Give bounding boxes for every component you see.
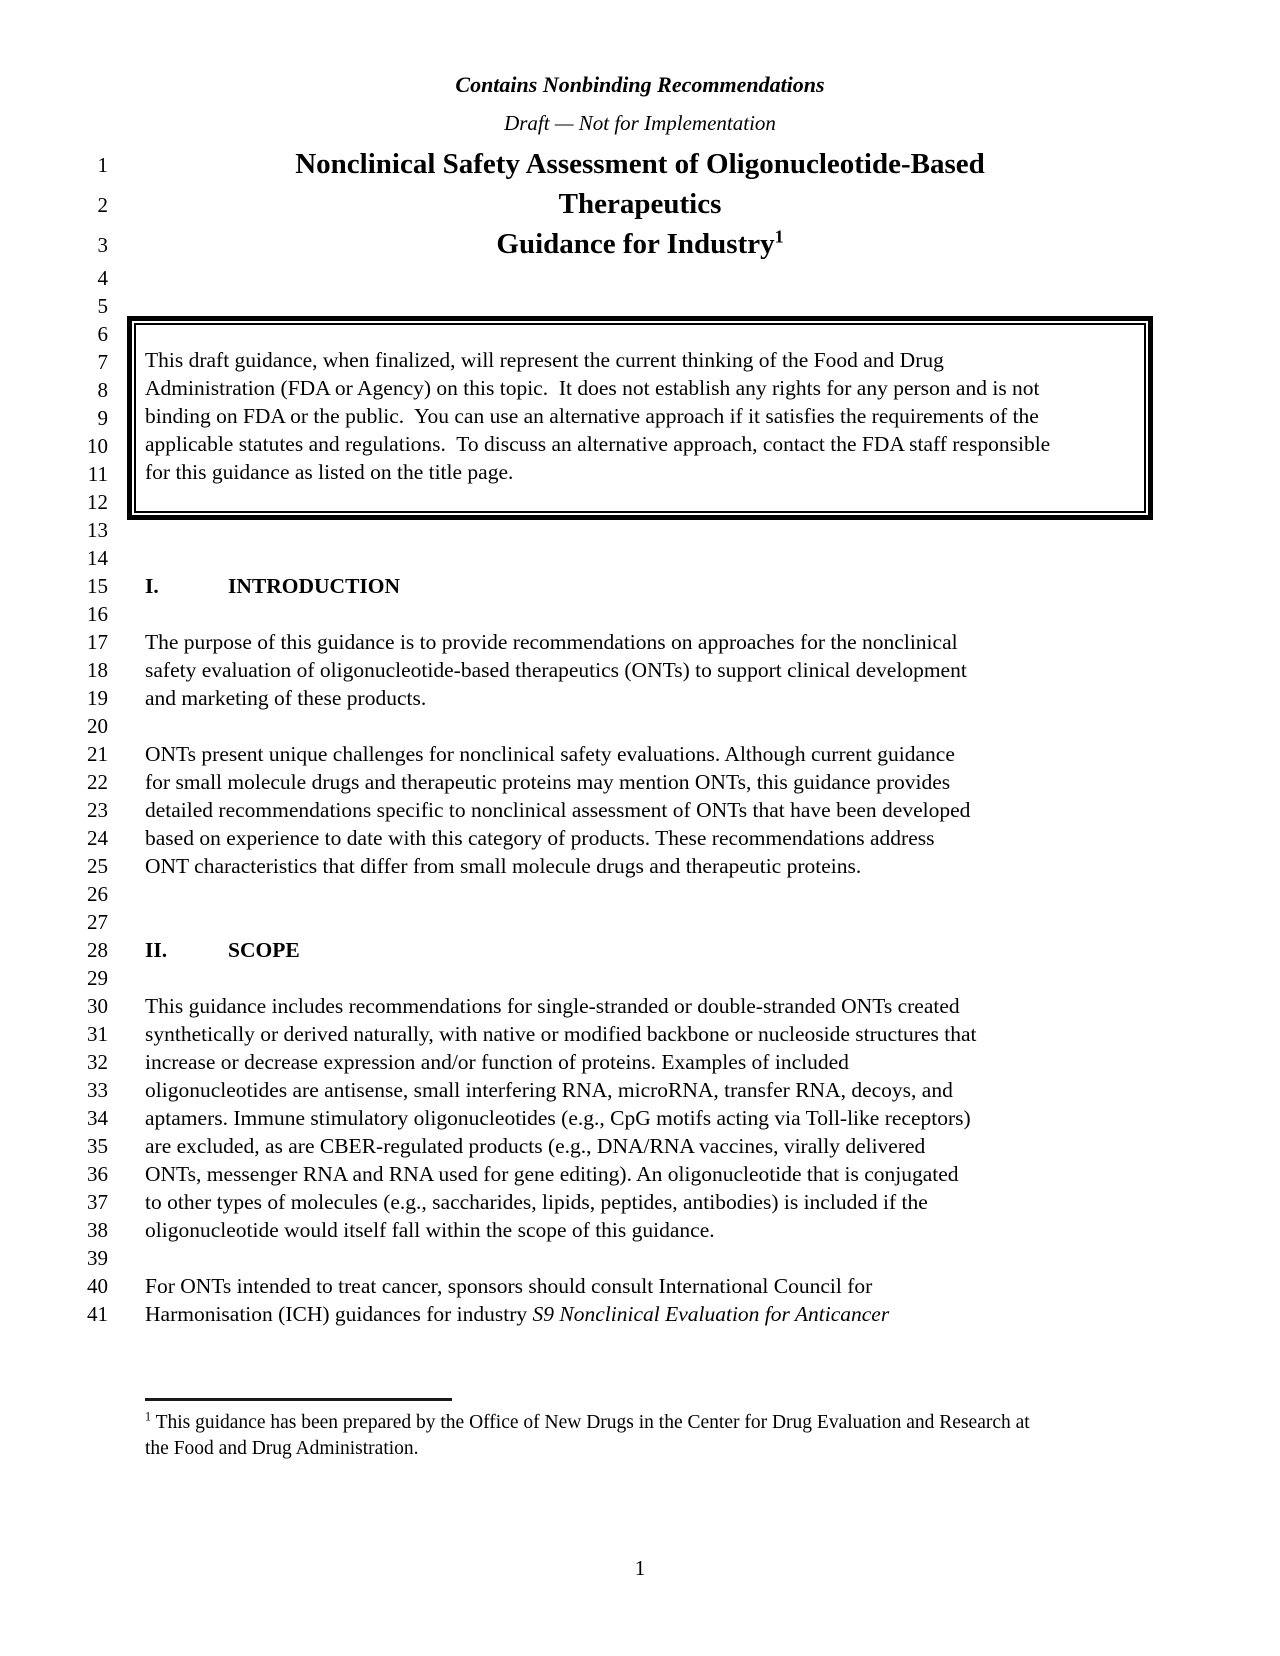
line-number: 25 xyxy=(87,854,108,878)
footnote-text: This guidance has been prepared by the Office of New Drugs in the Center for Drug Evaluation and Research at xyxy=(151,1412,1030,1433)
page-header xyxy=(0,0,1280,136)
heading-text: INTRODUCTION xyxy=(228,574,401,598)
line-number: 2 xyxy=(97,193,108,217)
text-line-row xyxy=(0,1132,1280,1160)
line-text: to other types of molecules (e.g., saccharides, lipids, peptides, antibodies) is included if the xyxy=(145,1190,928,1214)
text-line-row xyxy=(0,824,1280,852)
blank-line-row xyxy=(0,600,1280,628)
line-number: 18 xyxy=(87,658,108,682)
line-number: 30 xyxy=(87,994,108,1018)
line-number: 39 xyxy=(87,1246,108,1270)
blank-line-row xyxy=(0,264,1280,292)
line-text: aptamers. Immune stimulatory oligonucleotides (e.g., CpG motifs acting via Toll-like receptors) xyxy=(145,1106,971,1130)
line-number: 3 xyxy=(97,233,108,257)
footnote-text-line2: the Food and Drug Administration. xyxy=(145,1438,419,1459)
line-text: synthetically or derived naturally, with native or modified backbone or nucleoside structures that xyxy=(145,1022,977,1046)
text-line-row xyxy=(0,184,1280,224)
text-line-row xyxy=(0,224,1280,264)
line-text xyxy=(145,936,1280,964)
text-line-row xyxy=(0,1048,1280,1076)
blank-lines xyxy=(0,264,1280,320)
title-line-text: Guidance for Industry$^1$ xyxy=(496,226,784,260)
line-text: detailed recommendations specific to nonclinical assessment of ONTs that have been developed xyxy=(145,798,971,822)
line-text: ONT characteristics that differ from small molecule drugs and therapeutic proteins. xyxy=(145,854,862,878)
footnote-area xyxy=(145,1398,1280,1462)
line-number: 23 xyxy=(87,798,108,822)
disclaimer-line: Administration (FDA or Agency) on this topic. It does not establish any rights for any person and is not xyxy=(145,376,1040,400)
line-text xyxy=(145,264,1280,292)
line-text: increase or decrease expression and/or function of proteins. Examples of included xyxy=(145,1050,849,1074)
line-number: 24 xyxy=(87,826,108,850)
text-line-row xyxy=(0,992,1280,1020)
page-number: 1 xyxy=(634,1556,646,1580)
line-number: 35 xyxy=(87,1134,108,1158)
line-number: 27 xyxy=(87,910,108,934)
disclaimer-text xyxy=(134,323,1146,513)
text-line-row xyxy=(0,144,1280,184)
disclaimer-section xyxy=(0,320,1280,516)
line-number: 11 xyxy=(87,462,108,486)
italic-reference-title: S9 Nonclinical Evaluation for Anticancer xyxy=(532,1302,890,1326)
title-line-text: Therapeutics xyxy=(558,188,722,220)
text-line-row xyxy=(0,1300,1280,1328)
line-text: and marketing of these products. xyxy=(145,686,427,710)
line-text xyxy=(145,600,1280,628)
disclaimer-box xyxy=(127,316,1153,520)
line-text: For ONTs intended to treat cancer, sponsors should consult International Council for xyxy=(145,1274,873,1298)
line-number: 32 xyxy=(87,1050,108,1074)
text-line-row xyxy=(0,1104,1280,1132)
disclaimer-line: This draft guidance, when finalized, will represent the current thinking of the Food and Drug xyxy=(145,348,944,372)
heading-numeral: I. xyxy=(145,574,159,598)
line-number: 5 xyxy=(97,294,108,318)
blank-line-row xyxy=(0,880,1280,908)
line-number: 40 xyxy=(87,1274,108,1298)
line-text: Harmonisation (ICH) guidances for industry S9 Nonclinical Evaluation for Anticancer xyxy=(145,1302,890,1326)
line-number: 17 xyxy=(87,630,108,654)
title-footnote-marker: 1 xyxy=(774,226,784,247)
text-line-row xyxy=(0,852,1280,880)
title-line-text: Nonclinical Safety Assessment of Oligonucleotide-Based xyxy=(295,148,985,180)
line-number: 36 xyxy=(87,1162,108,1186)
line-number: 13 xyxy=(87,518,108,542)
line-text xyxy=(145,908,1280,936)
text-line-row xyxy=(0,740,1280,768)
line-number: 19 xyxy=(87,686,108,710)
line-text xyxy=(145,572,1280,600)
line-text xyxy=(145,1244,1280,1272)
line-number: 26 xyxy=(87,882,108,906)
section-heading-row xyxy=(0,572,1280,600)
text-line-row xyxy=(0,1160,1280,1188)
line-text: for small molecule drugs and therapeutic proteins may mention ONTs, this guidance provides xyxy=(145,770,951,794)
line-number-gutter xyxy=(0,320,145,516)
line-text: are excluded, as are CBER-regulated products (e.g., DNA/RNA vaccines, virally delivered xyxy=(145,1134,926,1158)
heading-text: SCOPE xyxy=(228,938,300,962)
line-number: 9 xyxy=(97,406,108,430)
line-number: 29 xyxy=(87,966,108,990)
heading-numeral: II. xyxy=(145,938,168,962)
line-text xyxy=(145,544,1280,572)
blank-line-row xyxy=(0,516,1280,544)
footnote-ref-marker: 1 xyxy=(145,1409,152,1424)
line-number: 8 xyxy=(97,378,108,402)
text-line-row xyxy=(0,1020,1280,1048)
document-body xyxy=(0,516,1280,1328)
line-number: 14 xyxy=(87,546,108,570)
line-number: 21 xyxy=(87,742,108,766)
line-number: 28 xyxy=(87,938,108,962)
footnote-separator xyxy=(145,1398,452,1401)
line-number: 1 xyxy=(97,153,108,177)
text-line-row xyxy=(0,1216,1280,1244)
line-text xyxy=(145,964,1280,992)
blank-line-row xyxy=(0,908,1280,936)
header-draft-notice: Draft — Not for Implementation xyxy=(504,111,776,135)
line-number: 37 xyxy=(87,1190,108,1214)
line-text: The purpose of this guidance is to provide recommendations on approaches for the nonclinical xyxy=(145,630,958,654)
line-text: safety evaluation of oligonucleotide-based therapeutics (ONTs) to support clinical development xyxy=(145,658,967,682)
line-number: 15 xyxy=(87,574,108,598)
blank-line-row xyxy=(0,1244,1280,1272)
text-line-row xyxy=(0,1272,1280,1300)
line-number: 10 xyxy=(87,434,108,458)
header-nonbinding-recommendations: Contains Nonbinding Recommendations xyxy=(455,72,825,97)
text-line-row xyxy=(0,684,1280,712)
line-number: 6 xyxy=(97,322,108,346)
line-text xyxy=(145,516,1280,544)
blank-line-row xyxy=(0,712,1280,740)
line-number: 20 xyxy=(87,714,108,738)
text-line-row xyxy=(0,768,1280,796)
text-line-row xyxy=(0,656,1280,684)
footnote-text-line1 xyxy=(145,1410,1280,1436)
text-line-row xyxy=(0,796,1280,824)
blank-line-row xyxy=(0,544,1280,572)
line-number: 41 xyxy=(87,1302,108,1326)
line-number: 34 xyxy=(87,1106,108,1130)
line-number: 22 xyxy=(87,770,108,794)
disclaimer-line: applicable statutes and regulations. To discuss an alternative approach, contact the FDA staff responsible xyxy=(145,432,1051,456)
line-number: 38 xyxy=(87,1218,108,1242)
line-text: ONTs, messenger RNA and RNA used for gene editing). An oligonucleotide that is conjugated xyxy=(145,1162,959,1186)
line-text: based on experience to date with this category of products. These recommendations address xyxy=(145,826,935,850)
line-number: 7 xyxy=(97,350,108,374)
line-text: oligonucleotide would itself fall within the scope of this guidance. xyxy=(145,1218,715,1242)
section-heading-row xyxy=(0,936,1280,964)
disclaimer-line: binding on FDA or the public. You can use an alternative approach if it satisfies the requirements of the xyxy=(145,404,1039,428)
disclaimer-line: for this guidance as listed on the title page. xyxy=(145,460,514,484)
text-line-row xyxy=(0,1188,1280,1216)
line-text: ONTs present unique challenges for nonclinical safety evaluations. Although current guidance xyxy=(145,742,955,766)
text-line-row xyxy=(0,1076,1280,1104)
line-text: This guidance includes recommendations for single-stranded or double-stranded ONTs created xyxy=(145,994,960,1018)
line-text xyxy=(145,880,1280,908)
line-number: 33 xyxy=(87,1078,108,1102)
line-number: 16 xyxy=(87,602,108,626)
line-text: oligonucleotides are antisense, small interfering RNA, microRNA, transfer RNA, decoys, and xyxy=(145,1078,953,1102)
blank-line-row xyxy=(0,964,1280,992)
line-text xyxy=(145,712,1280,740)
line-number: 31 xyxy=(87,1022,108,1046)
line-number: 4 xyxy=(97,266,108,290)
document-title xyxy=(0,144,1280,264)
text-line-row xyxy=(0,628,1280,656)
line-number: 12 xyxy=(87,490,108,514)
